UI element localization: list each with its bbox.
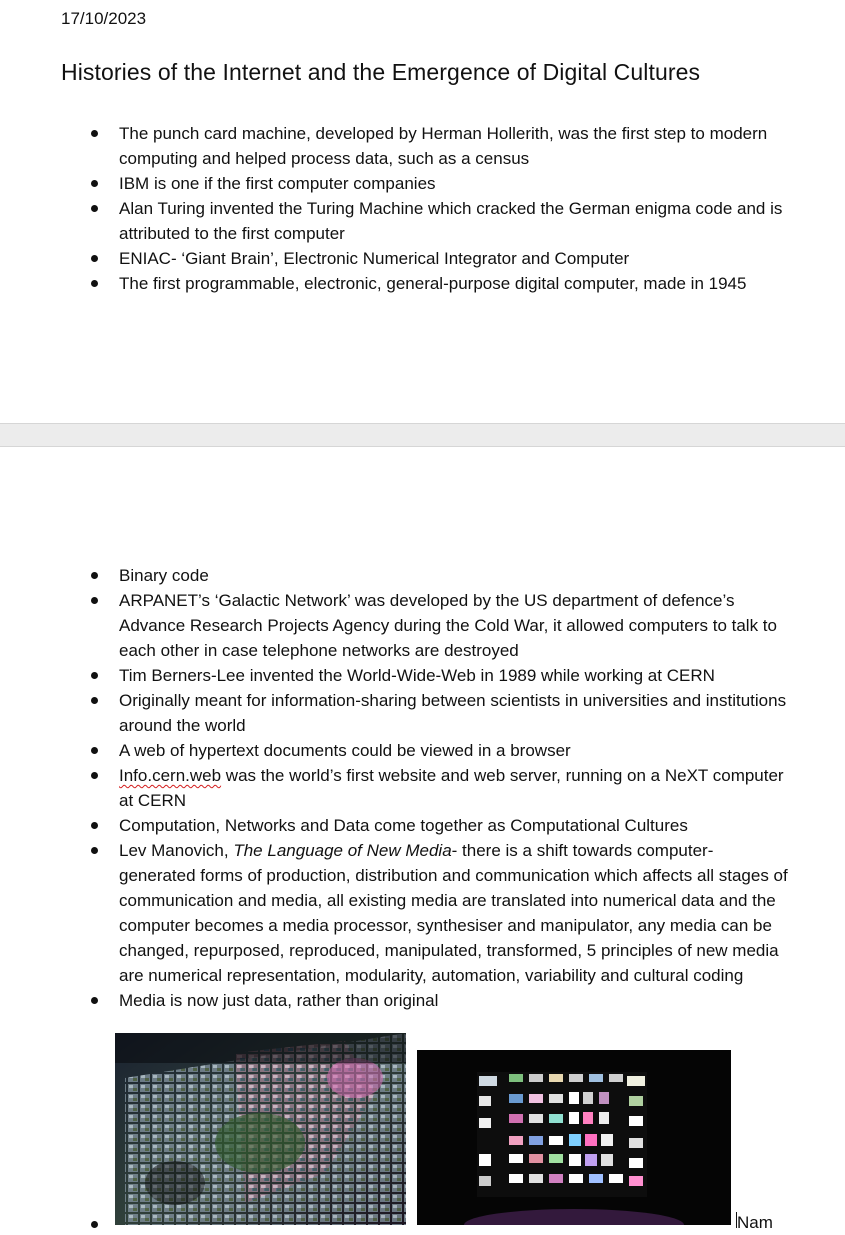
book-title: The Language of New Media: [233, 841, 452, 860]
list-item: Alan Turing invented the Turing Machine which cracked the German enigma code and is attributed to the first computer: [0, 196, 789, 246]
bullet-list-2: [0, 563, 789, 1013]
list-item: Computation, Networks and Data come together as Computational Cultures: [0, 813, 789, 838]
author-name: Lev Manovich,: [119, 841, 234, 860]
video-wall-photo-graphic: [115, 1033, 406, 1225]
list-item: Originally meant for information-sharing between scientists in universities and institutions around the world: [0, 688, 789, 738]
monitor-grid-photo[interactable]: [417, 1050, 731, 1225]
list-item: IBM is one if the first computer companies: [0, 171, 789, 196]
document-page-1: [0, 0, 845, 423]
cut-off-text: Nam: [737, 1213, 773, 1232]
list-item: [0, 763, 789, 813]
monitor-grid-photo-graphic: [417, 1050, 731, 1225]
list-item: ARPANET’s ‘Galactic Network’ was developed by the US department of defence’s Advance Research Projects Agency during the Cold War, it allowed computers to talk to each other in case telephone networks are destroyed: [0, 588, 789, 663]
list-item-text: was the world’s first website and web server, running on a NeXT computer at CERN: [119, 766, 784, 810]
misspelled-link-text[interactable]: Info.cern.web: [119, 766, 222, 785]
list-item: A web of hypertext documents could be viewed in a browser: [0, 738, 789, 763]
date-line: 17/10/2023: [61, 9, 147, 28]
list-item: Binary code: [0, 563, 789, 588]
list-item-text: - there is a shift towards computer-generated forms of production, distribution and communication which affects all stages of communication and media, all existing media are translated into numerical data and the computer becomes a media processor, synthesiser and manipulator, any media can be changed, repurposed, reproduced, manipulated, transformed, 5 principles of new media are numerical representation, modularity, automation, variability and cultural coding: [119, 841, 788, 985]
document-title: Histories of the Internet and the Emergence of Digital Cultures: [61, 59, 701, 85]
list-item: ENIAC- ‘Giant Brain’, Electronic Numerical Integrator and Computer: [0, 246, 789, 271]
list-item: [0, 838, 789, 988]
list-item: Media is now just data, rather than original: [0, 988, 789, 1013]
video-wall-photo[interactable]: [115, 1033, 406, 1225]
list-item: The punch card machine, developed by Herman Hollerith, was the first step to modern computing and helped process data, such as a census: [0, 121, 789, 171]
page-break-gap: [0, 423, 845, 447]
list-item: The first programmable, electronic, general-purpose digital computer, made in 1945: [0, 271, 789, 296]
list-item: Tim Berners-Lee invented the World-Wide-Web in 1989 while working at CERN: [0, 663, 789, 688]
bullet-list-1: [0, 121, 789, 296]
